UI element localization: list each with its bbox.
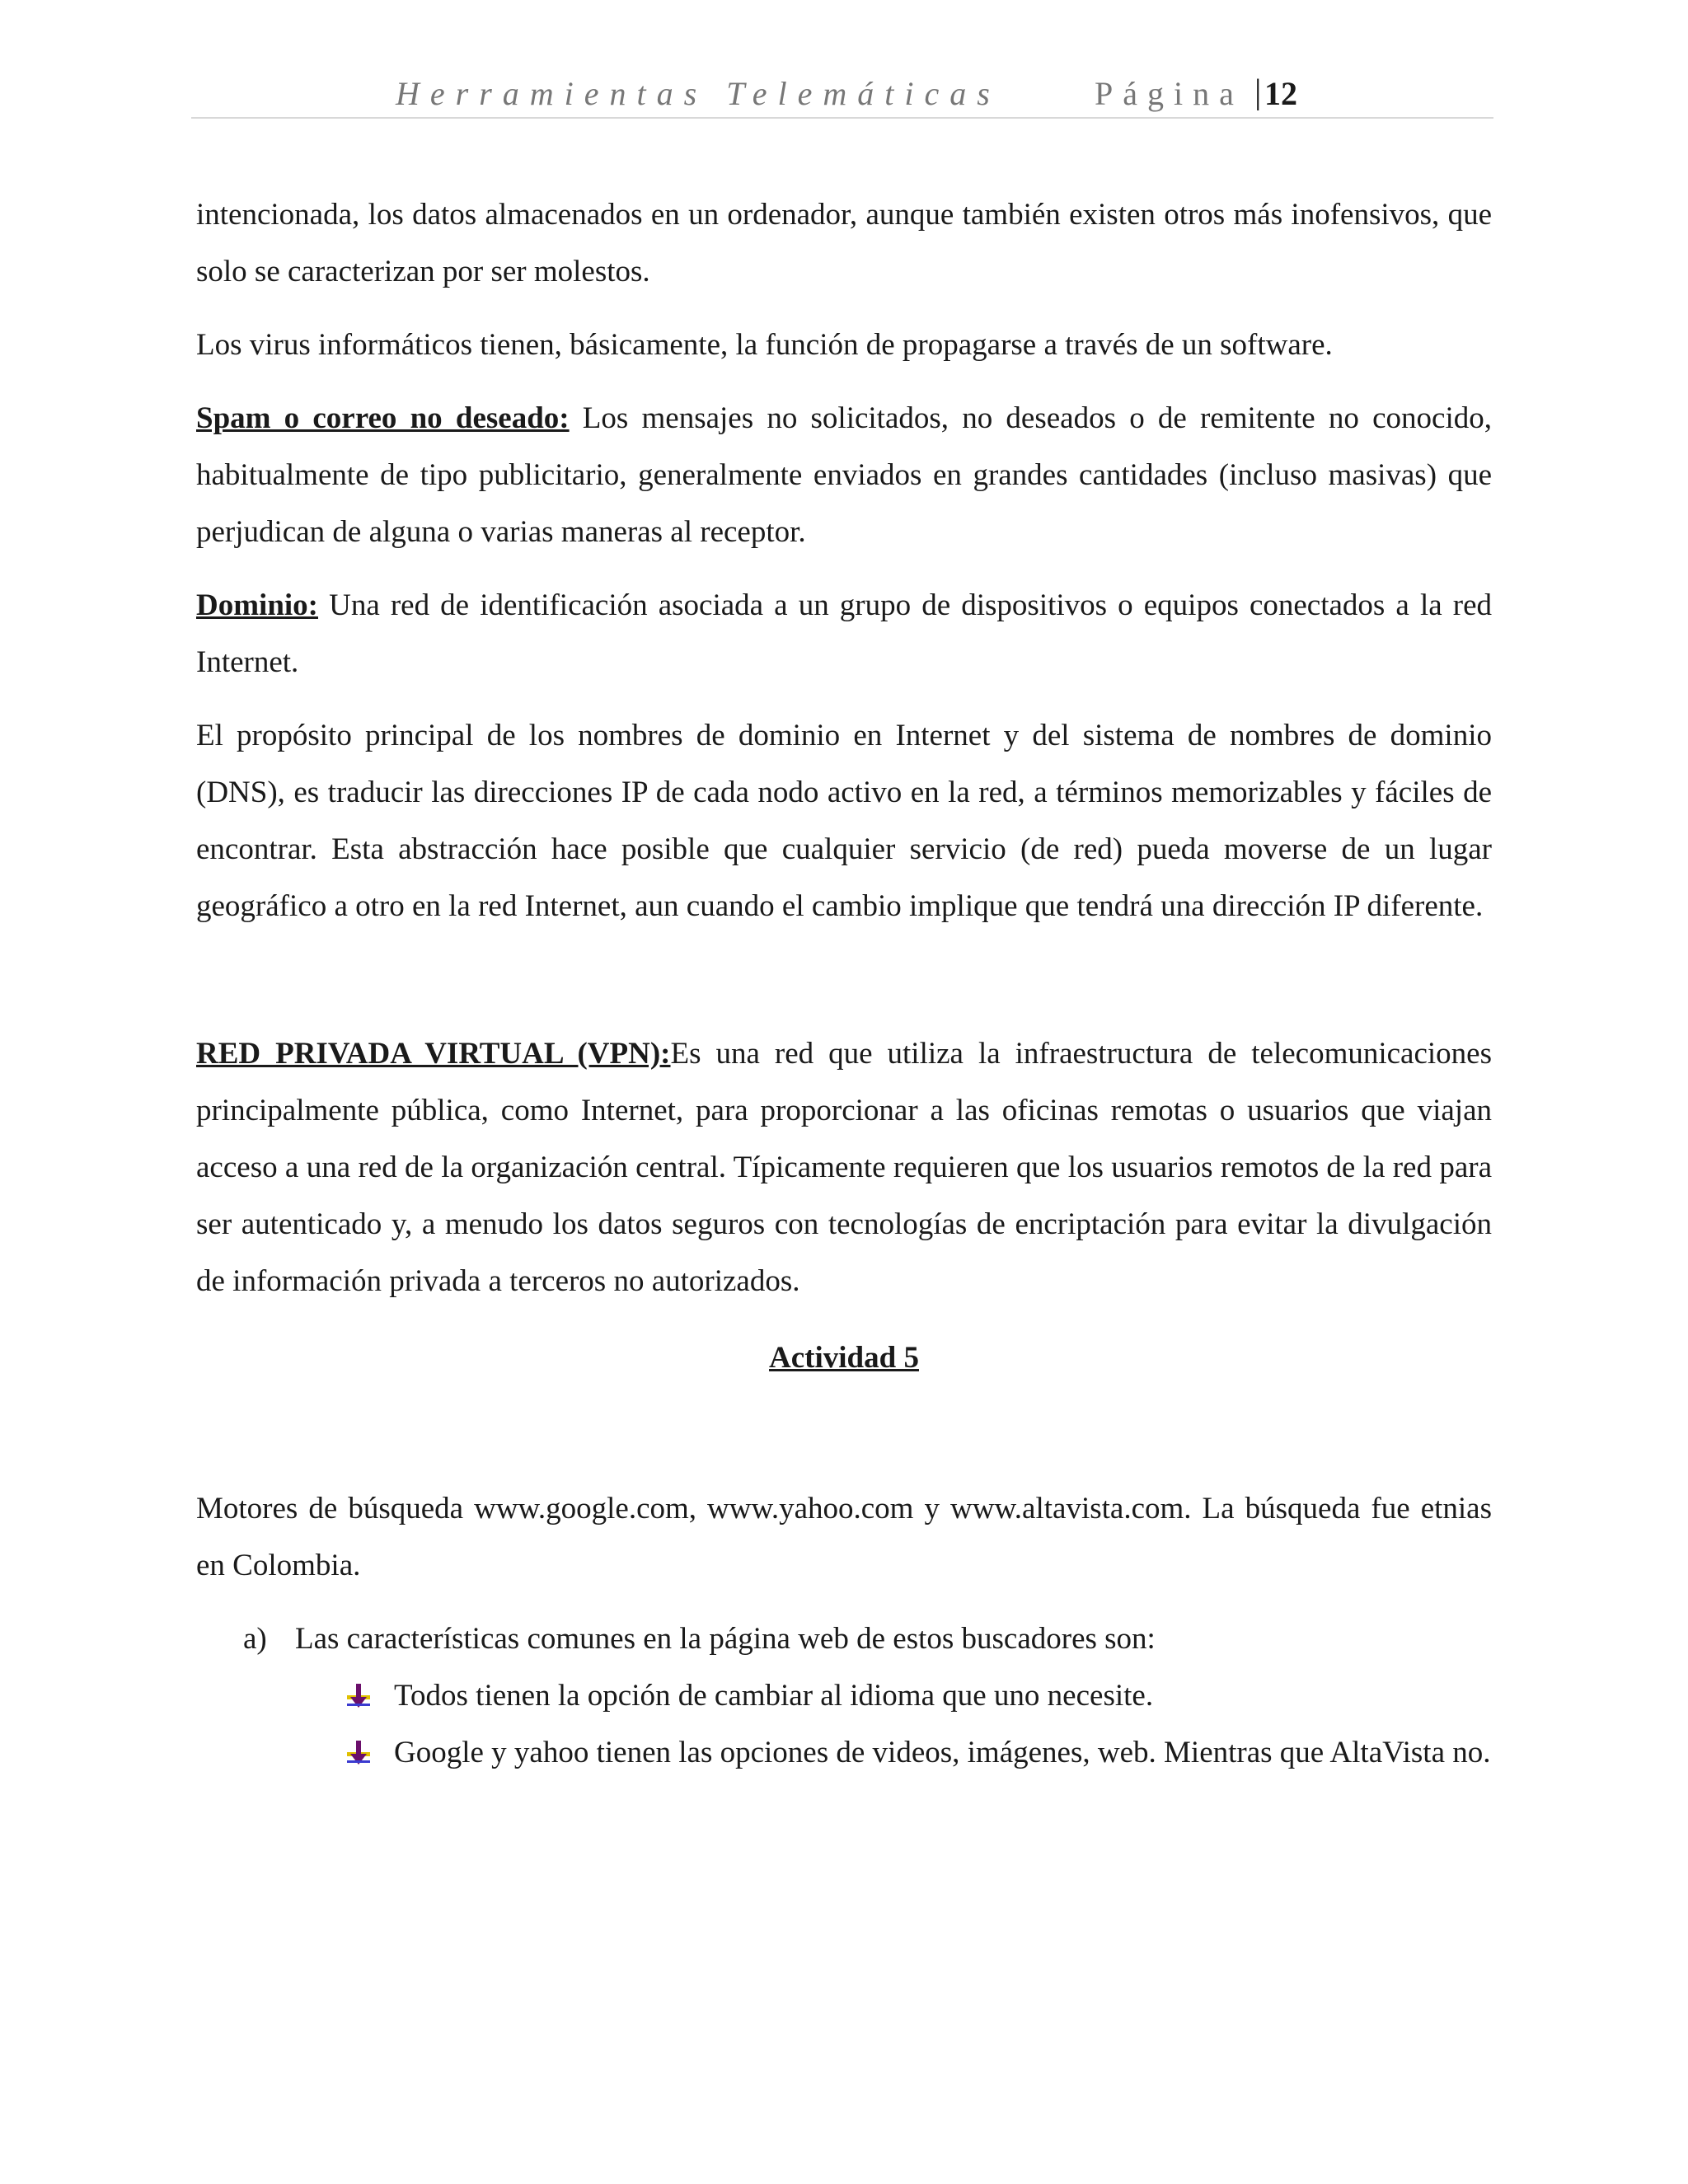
paragraph-virus-intro: intencionada, los datos almacenados en un ordenador, aunque también existen otros más inofensivos, que solo se caracterizan por ser molestos. xyxy=(196,198,1492,288)
bullet-item-2 xyxy=(196,1724,1492,1781)
bullet-list xyxy=(196,1667,1492,1781)
header-separator: | xyxy=(1254,73,1262,111)
paragraph-motores: Motores de búsqueda www.google.com, www.yahoo.com y www.altavista.com. La búsqueda fue etnias en Colombia. xyxy=(196,1492,1492,1582)
term-spam: Spam o correo no deseado: xyxy=(196,401,570,435)
header-page-label: Página xyxy=(1095,75,1244,112)
header-title: Herramientas Telemáticas xyxy=(396,75,1001,112)
bullet-text-1: Todos tienen la opción de cambiar al idioma que uno necesite. xyxy=(394,1679,1154,1713)
activity-heading: Actividad 5 xyxy=(769,1341,919,1375)
page-number: 12 xyxy=(1264,75,1297,112)
paragraph-vpn xyxy=(196,1025,1492,1310)
paragraph-dns: El propósito principal de los nombres de dominio en Internet y del sistema de nombres de dominio (DNS), es traducir las direcciones IP de cada nodo activo en la red, a términos memorizables y fáciles de encontrar. Esta abstracción hace posible que cualquier servicio (de red) pueda moverse de un lugar geográfico a otro en la red Internet, aun cuando el cambio implique que tendrá una dirección IP diferente. xyxy=(196,719,1492,923)
term-dominio: Dominio: xyxy=(196,588,318,622)
list-item-a-text: Las características comunes en la página web de estos buscadores son: xyxy=(295,1622,1156,1656)
list-marker-a: a) xyxy=(243,1622,267,1656)
document-body xyxy=(196,186,1492,1781)
down-arrow-bullet-icon xyxy=(345,1739,373,1767)
paragraph-virus-function: Los virus informáticos tienen, básicamente, la función de propagarse a través de un software. xyxy=(196,328,1333,362)
list-item-a xyxy=(196,1610,1492,1667)
paragraph-dominio xyxy=(196,577,1492,691)
paragraph-spam xyxy=(196,390,1492,560)
definition-vpn: Es una red que utiliza la infraestructura de telecomunicaciones principalmente pública, como Internet, para proporcionar a las oficinas remotas o usuarios que viajan acceso a una red de la organización central. Típicamente requieren que los usuarios remotos de la red para ser autenticado y, a menudo los datos seguros con tecnologías de encriptación para evitar la divulgación de información privada a terceros no autorizados. xyxy=(196,1037,1492,1298)
page-header xyxy=(191,71,1493,119)
definition-dominio: Una red de identificación asociada a un grupo de dispositivos o equipos conectados a la red Internet. xyxy=(196,588,1492,679)
bullet-text-2: Google y yahoo tienen las opciones de videos, imágenes, web. Mientras que AltaVista no. xyxy=(394,1736,1491,1769)
bullet-item-1 xyxy=(196,1667,1492,1724)
down-arrow-bullet-icon xyxy=(345,1682,373,1710)
term-vpn: RED PRIVADA VIRTUAL (VPN): xyxy=(196,1037,671,1071)
definition-spam: Los mensajes no solicitados, no deseados o de remitente no conocido, habitualmente de tipo publicitario, generalmente enviados en grandes cantidades (incluso masivas) que perjudican de alguna o varias maneras al receptor. xyxy=(196,401,1492,549)
